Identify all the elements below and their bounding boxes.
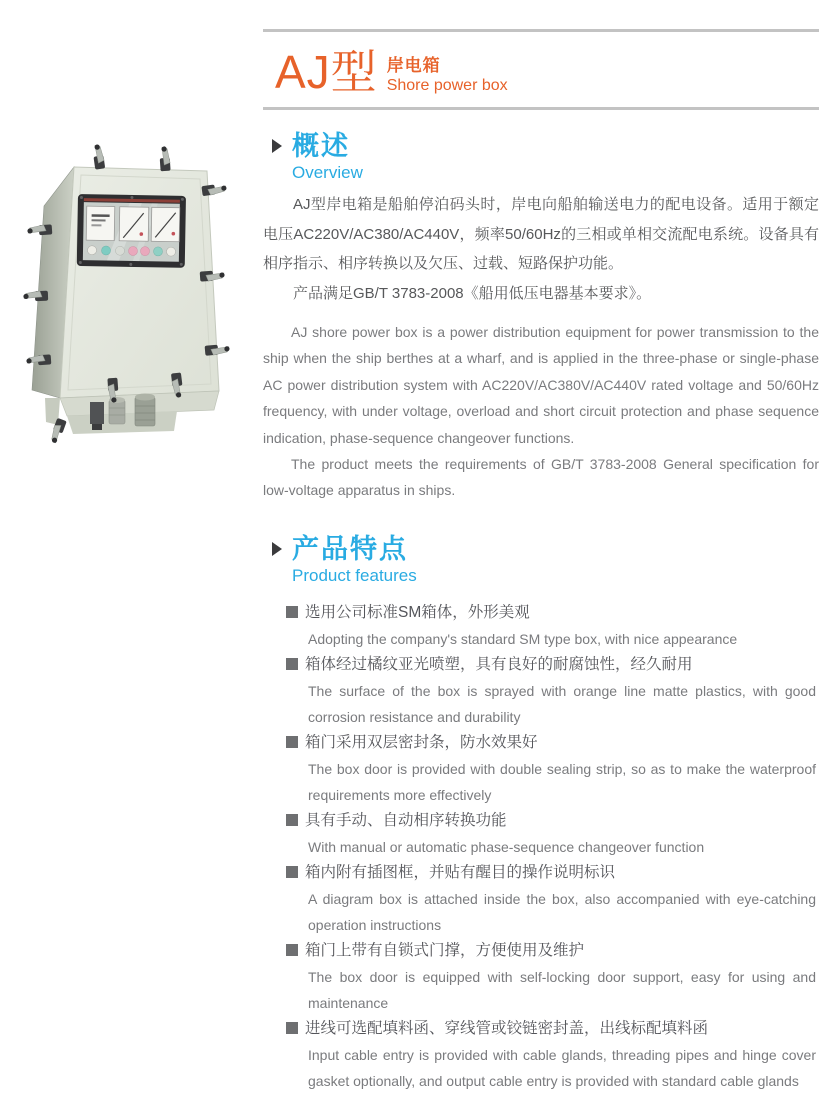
feature-cn-text: 箱内附有插图框，并贴有醒目的操作说明标识 [305, 864, 616, 881]
features-title-cn: 产品特点 [292, 534, 408, 564]
overview-paragraph-cn-1: AJ型岸电箱是船舶停泊码头时，岸电向船舶输送电力的配电设备。适用于额定电压AC220V/AC380/AC440V，频率50/60Hz的三相或单相交流配电系统。设备具有相序指示、相序转换以及欠压、过载、短路保护功能。 [263, 196, 819, 272]
meter-window [77, 194, 186, 268]
section-overview [263, 131, 819, 504]
meter-1 [86, 206, 115, 240]
feature-cn [263, 860, 819, 886]
feature-item [263, 808, 819, 860]
overview-paragraph-en-2: The product meets the requirements of GB/T 3783-2008 General specification for low-voltage apparatus in ships. [263, 456, 819, 499]
triangle-marker-icon [272, 139, 282, 153]
square-bullet-icon [286, 1022, 298, 1034]
square-bullet-icon [286, 658, 298, 670]
triangle-marker-icon [272, 542, 282, 556]
product-subtitle-cn: 岸电箱 [386, 56, 441, 75]
cable-gland-1 [109, 397, 125, 424]
feature-cn [263, 730, 819, 756]
feature-en: The box door is provided with double sealing strip, so as to make the waterproof requirements more effectively [308, 761, 816, 803]
square-bullet-icon [286, 736, 298, 748]
feature-cn-text: 箱门上带有自锁式门撑，方便使用及维护 [305, 942, 585, 959]
shore-power-box-image [15, 138, 250, 450]
square-bullet-icon [286, 814, 298, 826]
square-bullet-icon [286, 606, 298, 618]
feature-cn [263, 808, 819, 834]
product-subtitle [387, 56, 508, 95]
product-photo [15, 138, 250, 450]
page-title [263, 32, 819, 107]
feature-en: The box door is equipped with self-locking door support, easy for using and maintenance [308, 969, 816, 1011]
feature-item [263, 730, 819, 808]
product-model: AJ型 [275, 46, 378, 99]
feature-cn [263, 652, 819, 678]
feature-cn-text: 箱体经过橘纹亚光喷塑，具有良好的耐腐蚀性，经久耐用 [305, 656, 693, 673]
feature-item [263, 1016, 819, 1094]
feature-item [263, 600, 819, 652]
overview-title-en: Overview [292, 163, 363, 182]
product-subtitle-en: Shore power box [386, 77, 508, 94]
header-rule-bottom [263, 107, 819, 110]
square-bullet-icon [286, 866, 298, 878]
section-features [263, 534, 819, 1094]
features-heading [263, 534, 819, 586]
overview-paragraph-cn-2: 产品满足GB/T 3783-2008《船用低压电器基本要求》。 [293, 284, 652, 302]
overview-paragraph-en-1: AJ shore power box is a power distribution equipment for power transmission to the ship when the ship berthes at a wharf, and is applied in the three-phase or single-phase AC power distribution system with AC220V/AC380V/AC440V rated voltage and 50/60Hz frequency, with under voltage, overload and short circuit protection and phase sequence indication, phase-sequence changeover functions. [263, 324, 819, 446]
feature-en: The surface of the box is sprayed with orange line matte plastics, with good corrosion resistance and durability [308, 683, 816, 725]
features-title-en: Product features [292, 566, 417, 585]
feature-item [263, 860, 819, 938]
cable-gland-dark [90, 402, 104, 430]
feature-cn [263, 600, 819, 626]
feature-item [263, 938, 819, 1016]
feature-cn-text: 进线可选配填料函、穿线管或铰链密封盖，出线标配填料函 [305, 1020, 709, 1037]
feature-cn [263, 938, 819, 964]
feature-cn [263, 1016, 819, 1042]
feature-list [263, 600, 819, 1094]
meter-3 [151, 207, 180, 241]
feature-en: Input cable entry is provided with cable glands, threading pipes and hinge cover gasket optionally, and output cable entry is provided with standard cable glands [308, 1047, 816, 1089]
feature-item [263, 652, 819, 730]
feature-en: With manual or automatic phase-sequence changeover function [308, 839, 705, 855]
feature-en: A diagram box is attached inside the box, also accompanied with eye-catching operation instructions [308, 891, 816, 933]
feature-cn-text: 具有手动、自动相序转换功能 [305, 812, 507, 829]
meter-2 [119, 207, 149, 242]
feature-en: Adopting the company's standard SM type box, with nice appearance [308, 631, 738, 647]
feature-cn-text: 选用公司标准SM箱体，外形美观 [305, 604, 530, 621]
overview-heading [263, 131, 819, 183]
features-heading-text [292, 534, 417, 586]
overview-heading-text [292, 131, 363, 183]
content-column [263, 0, 819, 1089]
cable-gland-2 [135, 394, 155, 427]
square-bullet-icon [286, 944, 298, 956]
overview-title-cn: 概述 [292, 131, 350, 161]
feature-cn-text: 箱门采用双层密封条，防水效果好 [305, 734, 538, 751]
